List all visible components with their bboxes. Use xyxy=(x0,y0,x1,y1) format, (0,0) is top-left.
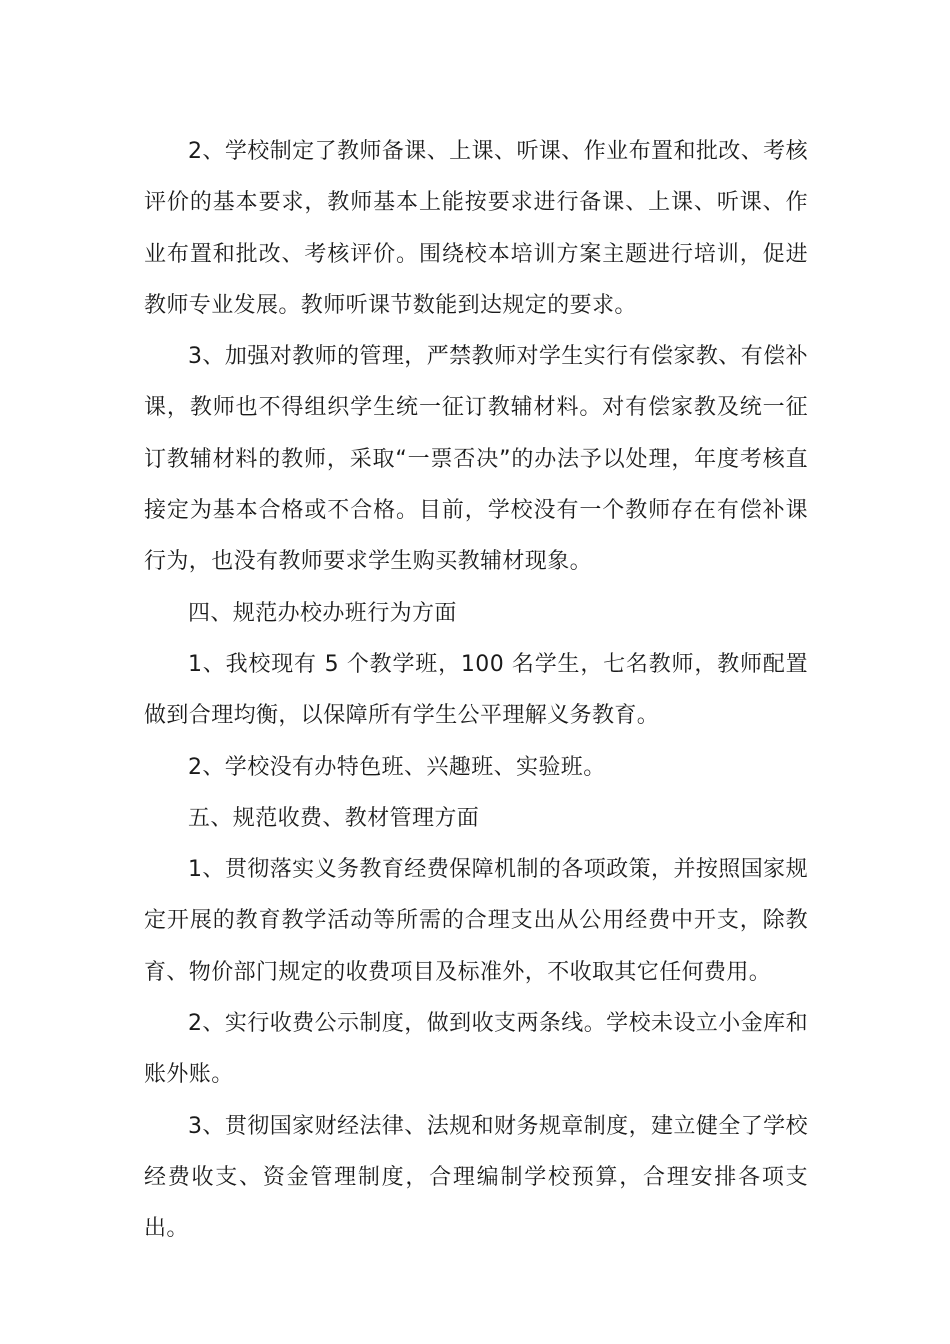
paragraph-fee-disclosure: 2、实行收费公示制度，做到收支两条线。学校未设立小金库和账外账。 xyxy=(144,1011,808,1088)
paragraph-financial-regulations: 3、贯彻国家财经法律、法规和财务规章制度，建立健全了学校经费收支、资金管理制度，合理编制学校预算，合理安排各项支出。 xyxy=(144,1113,808,1242)
section-heading-school-conduct: 四、规范办校办班行为方面 xyxy=(188,600,457,626)
section-heading-fees-materials: 五、规范收费、教材管理方面 xyxy=(188,805,480,831)
document-body xyxy=(144,126,808,1255)
paragraph-no-special-classes: 2、学校没有办特色班、兴趣班、实验班。 xyxy=(188,754,606,780)
paragraph-funding-policy: 1、贯彻落实义务教育经费保障机制的各项政策，并按照国家规定开展的教育教学活动等所需的合理支出从公用经费中开支，除教育、物价部门规定的收费项目及标准外，不收取其它任何费用。 xyxy=(144,857,808,985)
paragraph-teaching-requirements: 2、学校制定了教师备课、上课、听课、作业布置和批改、考核评价的基本要求，教师基本上能按要求进行备课、上课、听课、作业布置和批改、考核评价。围绕校本培训方案主题进行培训，促进教师专业发展。教师听课节数能到达规定的要求。 xyxy=(144,139,808,318)
paragraph-teacher-management: 3、加强对教师的管理，严禁教师对学生实行有偿家教、有偿补课，教师也不得组织学生统一征订教辅材料。对有偿家教及统一征订教辅材料的教师，采取“一票否决”的办法予以处理，年度考核直接定为基本合格或不合格。目前，学校没有一个教师存在有偿补课行为，也没有教师要求学生购买教辅材现象。 xyxy=(144,344,808,575)
paragraph-class-allocation: 1、我校现有 5 个教学班，100 名学生，七名教师，教师配置做到合理均衡，以保障所有学生公平理解义务教育。 xyxy=(144,651,808,729)
